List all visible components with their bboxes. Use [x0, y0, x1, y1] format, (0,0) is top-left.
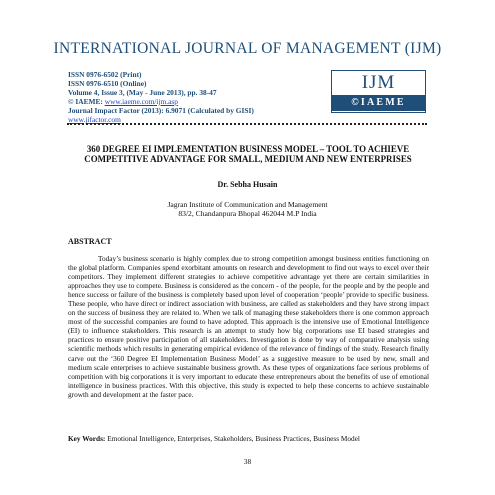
volume-line: Volume 4, Issue 3, (May - June 2013), pp. 38-47: [68, 87, 217, 97]
paper-title: 360 DEGREE EI IMPLEMENTATION BUSINESS MODEL – TOOL TO ACHIEVE COMPETITIVE ADVANTAGE FOR SMALL, MEDIUM AND NEW ENTERPRISES: [84, 144, 412, 164]
affiliation-line-1: Jagran Institute of Communication and Management: [167, 200, 328, 209]
logo-iaeme-text: ©IAEME: [332, 95, 425, 111]
journal-meta: [68, 71, 328, 124]
impact-factor: Journal Impact Factor (2013): 6.9071 (Calculated by GISI): [68, 105, 254, 115]
journal-link[interactable]: www.iaeme.com/ijm.asp: [104, 96, 178, 106]
keywords-list: Emotional Intelligence, Enterprises, Stakeholders, Business Practices, Business Model: [105, 434, 360, 443]
keywords: [68, 434, 429, 443]
journal-link-label: © IAEME:: [68, 96, 105, 106]
keywords-label: Key Words:: [68, 434, 106, 443]
logo-ijm-text: IJM: [361, 72, 396, 93]
author-affiliation: [0, 200, 495, 218]
author-name: Dr. Sebha Husain: [217, 180, 278, 189]
header-divider: [67, 123, 427, 125]
abstract-heading: ABSTRACT: [68, 237, 112, 246]
page-number: 38: [243, 457, 252, 466]
issn-print: ISSN 0976-6502 (Print): [68, 70, 142, 79]
affiliation-line-2: 83/2, Chandanpura Bhopal 462044 M.P India: [178, 209, 317, 219]
issn-online: ISSN 0976-6510 (Online): [68, 78, 147, 88]
abstract-body: Today’s business scenario is highly complex due to strong competition amongst business entities functioning on the global platform. Companies spend exorbitant amounts on research and development to find out ways to excel over their competitors. They implement different strategies to achieve competitive advantage yet there are certain similarities in approaches they use to compete. Business is considered as the concern - of the people, for the people and by the people and hence success or failure of the business is completely based upon level of cooperation ‘people’ provide to specific business. These people, who have direct or indirect association with business, are called as stakeholders and they have strong impact on the success of business they are related to. When we talk of managing these stakeholders there is one common approach most of the successful companies are found to have adopted. This approach is the intensive use of Emotional Intelligence (EI) to influence stakeholders. This research is an attempt to study how big corporations use EI based strategies and practices to ensure positive participation of all stakeholders. Investigation is done by way of comparative analysis using scientific methods which results in generating empirical evidence of the relevance of findings of the study. Research finally carve out the ‘360 Degree EI Implementation Business Model’ as a suggestive measure to be used by new, small and medium scale enterprises to achieve sustainable business growth. As these types of organizations face serious problems of competition with big corporations it is very important to educate these entrepreneurs about the benefits of use of emotional intelligence in business practices. With this objective, this study is expected to help these concerns to achieve sustainable growth and development at the faster pace.: [68, 254, 429, 399]
gisi-link[interactable]: www.jifactor.com: [68, 114, 121, 124]
journal-title: INTERNATIONAL JOURNAL OF MANAGEMENT (IJM): [53, 40, 442, 57]
journal-logo: [331, 70, 426, 113]
